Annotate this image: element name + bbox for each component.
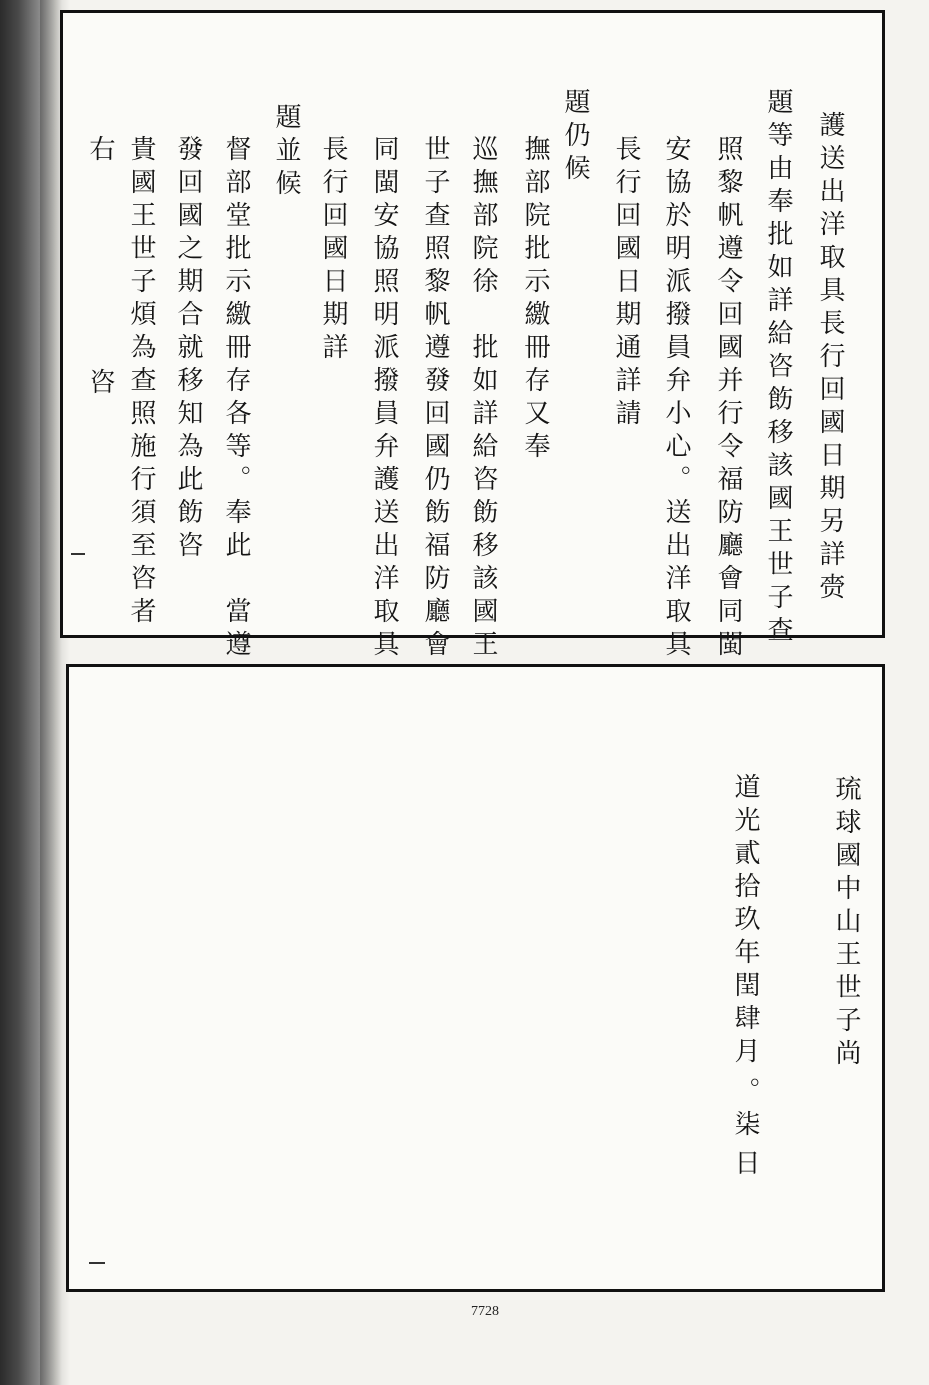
text-column-2: 題等由奉批如詳給咨飭移該國王世子查 (763, 88, 793, 649)
text-column-3: 照黎帆遵令回國并行令福防廳會同閩 (713, 135, 743, 663)
bottom-document-panel (66, 664, 885, 1292)
text-column-10: 同閩安協照明派撥員弁護送出洋取具 (369, 135, 399, 663)
text-column-6: 題仍候 (560, 88, 590, 187)
text-column-13: 督部堂批示繳冊存各等。奉此 當遵 (221, 135, 251, 663)
text-column-7: 撫部院批示繳冊存又奉 (520, 135, 550, 465)
date-column: 道光貳拾玖年閏肆月 (730, 773, 760, 1070)
text-column-15: 貴國王世子煩為查照施行須至咨者 (126, 135, 156, 630)
text-column-4: 安協於明派撥員弁小心。送出洋取具 (661, 135, 691, 663)
day-mark: 。柒 (730, 1077, 760, 1143)
text-column-1: 護送出洋取具長行回國日期另詳赍 (815, 111, 845, 606)
margin-tick (71, 553, 85, 555)
top-document-panel (60, 10, 885, 663)
text-column-11: 長行回國日期詳 (318, 135, 348, 366)
text-column-14: 發回國之期合就移知為此飭咨 (173, 135, 203, 564)
text-column-5: 長行回國日期通詳請 (611, 135, 641, 432)
text-column-9: 世子查照黎帆遵發回國仍飭福防廳會 (420, 135, 450, 663)
margin-tick-bottom (89, 1262, 105, 1264)
text-column-17: 咨 (85, 368, 115, 401)
page-number: 7728 (471, 1304, 499, 1319)
text-column-8: 巡撫部院徐 批如詳給咨飭移該國王 (468, 135, 498, 663)
text-column-12: 題並候 (271, 103, 301, 202)
day-char: 日 (730, 1149, 760, 1182)
sender-column: 琉球國中山王世子尚 (831, 775, 861, 1072)
text-column-16: 右 (85, 135, 115, 168)
